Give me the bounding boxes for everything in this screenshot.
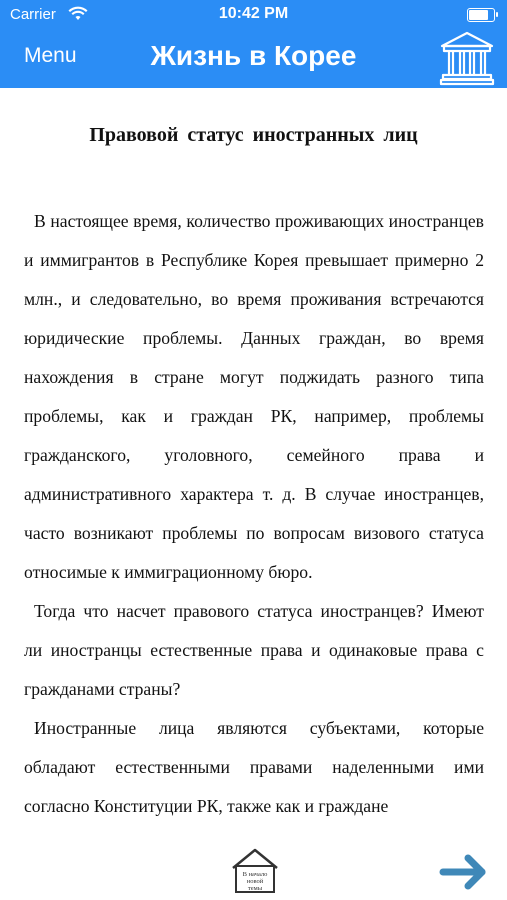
home-icon-label-1: В начало — [242, 871, 268, 878]
navigation-bar — [0, 30, 507, 88]
article-body — [24, 202, 484, 826]
home-icon-label-3: темы — [247, 885, 263, 892]
battery-icon — [467, 8, 495, 22]
menu-button[interactable]: Menu — [24, 44, 77, 67]
status-time: 10:42 PM — [218, 5, 289, 22]
page-title: Жизнь в Корее — [150, 40, 357, 71]
home-icon-label-2: новой — [246, 878, 264, 885]
carrier-label: Carrier — [10, 6, 56, 23]
arrow-right-icon[interactable] — [438, 852, 490, 892]
status-bar — [0, 0, 507, 30]
document-title: Правовой статус иностранных лиц — [89, 124, 418, 146]
home-icon[interactable] — [230, 848, 280, 894]
article-paragraph: В настоящее время, количество проживающих иностранцев и иммигрантов в Республике Корея превышает примерно 2 млн., и следовательно, во время проживания встречаются юридические проблемы. Данных граждан, во время нахождения в стране могут поджидать разного типа проблемы, как и граждан РК, например, проблемы гражданского, уголовного, семейного права и административного характера т. д. В случае иностранцев, часто возникают проблемы по вопросам визового статуса относимые к иммиграционному бюро. — [24, 211, 484, 582]
article-paragraph: Тогда что насчет правового статуса иностранцев? Имеют ли иностранцы естественные права и одинаковые права с гражданами страны? — [24, 601, 484, 699]
bottom-toolbar — [0, 830, 507, 900]
museum-icon[interactable] — [438, 30, 496, 86]
top-bar — [0, 0, 507, 88]
article-paragraph: Иностранные лица являются субъектами, которые обладают естественными правами наделенными ими согласно Конституции РК, также как и граждане — [24, 718, 484, 816]
article-scroll-area[interactable] — [0, 88, 507, 830]
